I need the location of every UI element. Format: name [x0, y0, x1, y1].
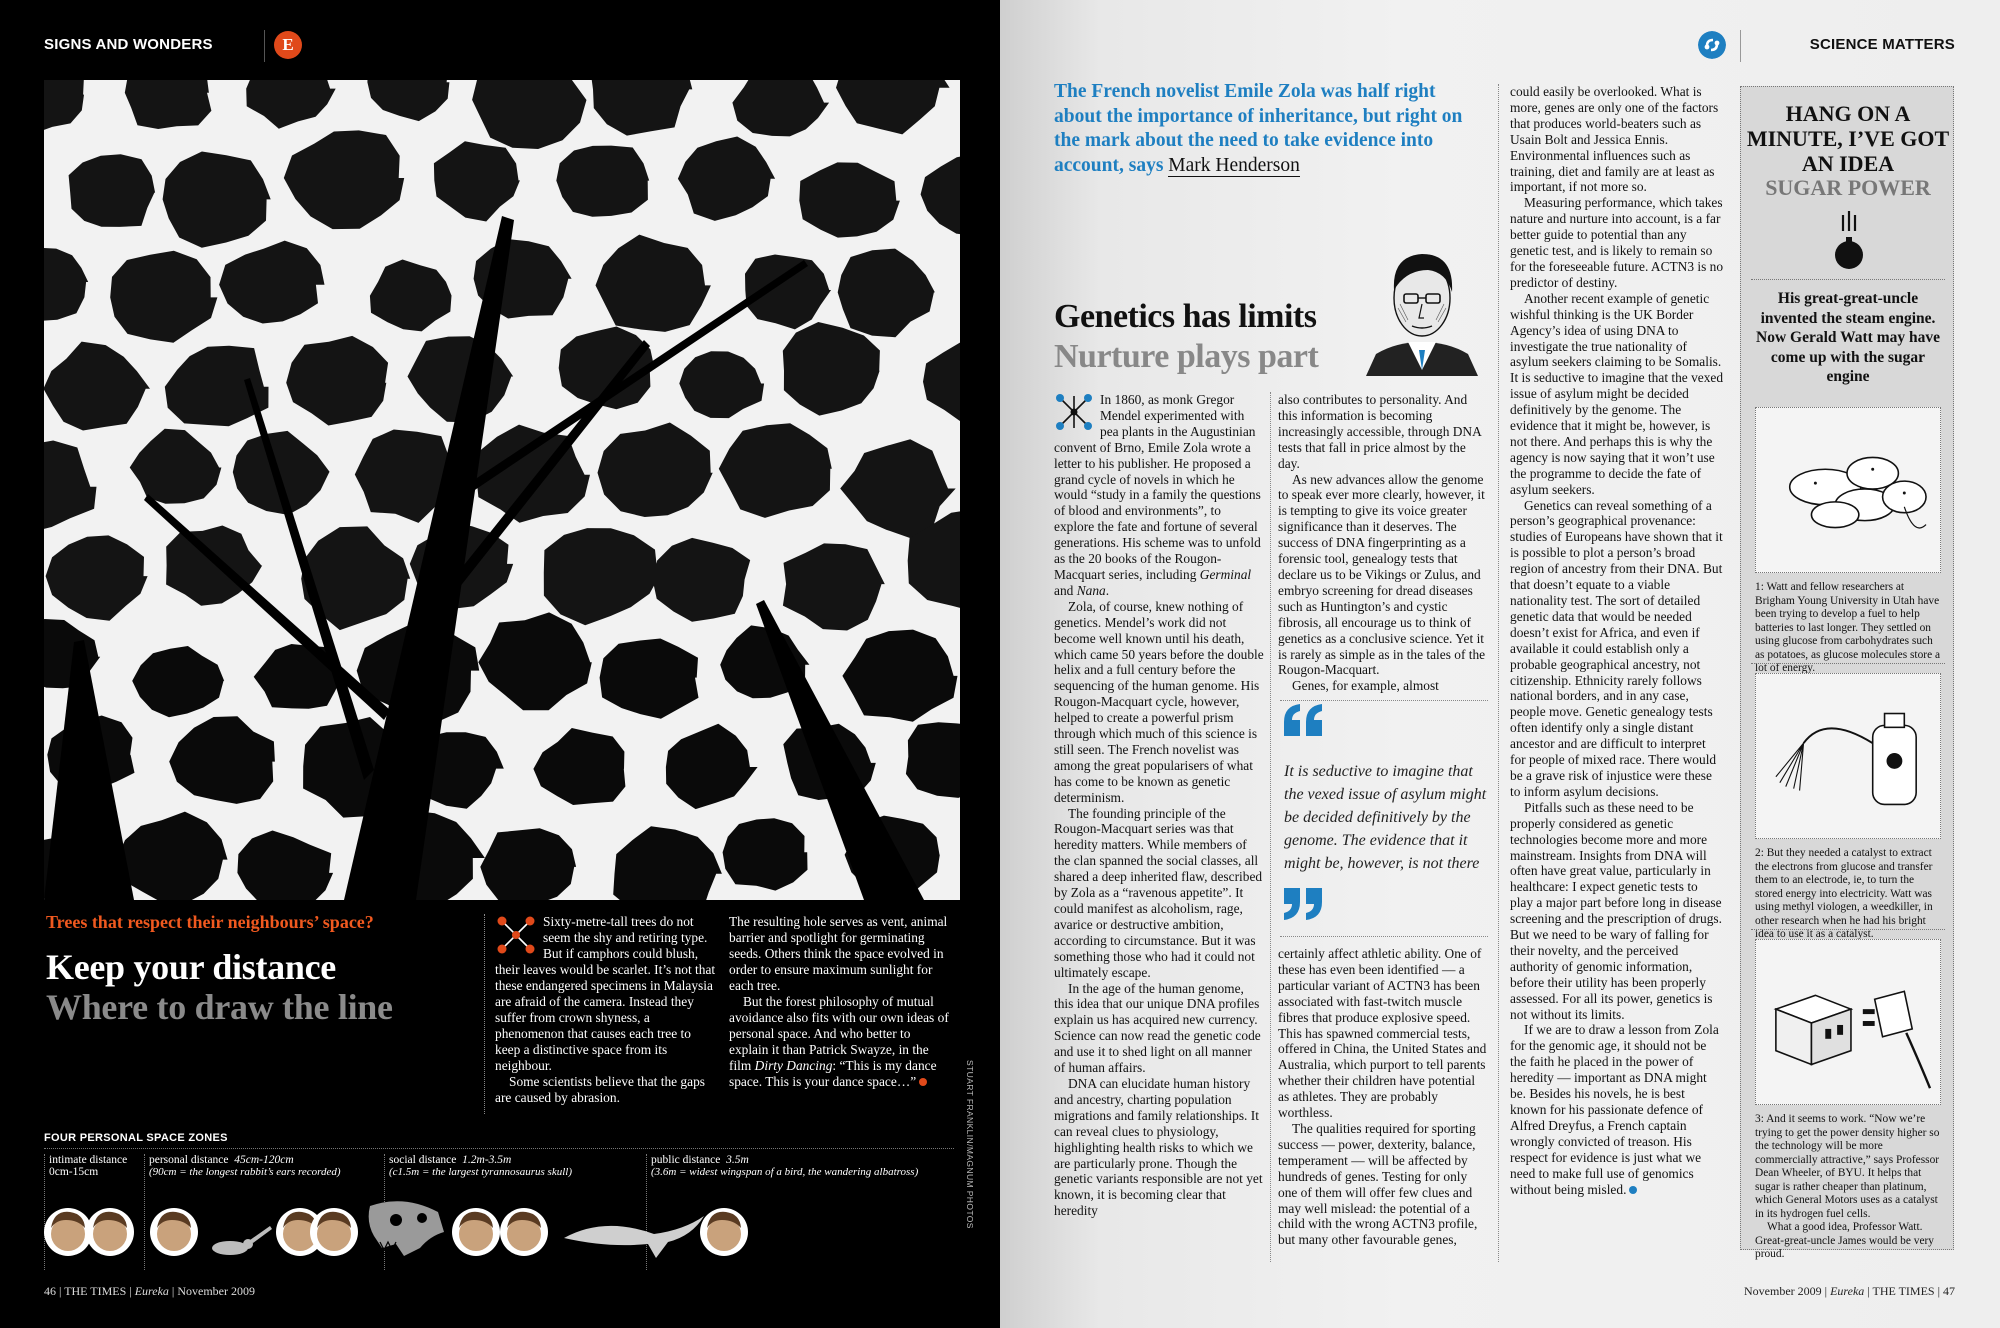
- zone-heading: [651, 1154, 956, 1166]
- paragraph: also contributes to personality. And this information is becoming increasingly accessible, through DNA tests that fall in price almost by the day.: [1278, 392, 1482, 471]
- zones-title: FOUR PERSONAL SPACE ZONES: [44, 1132, 228, 1144]
- albatross-silhouette-icon: [564, 1216, 704, 1258]
- open-quote-icon: [1282, 702, 1326, 738]
- paragraph: certainly affect athletic ability. One of these has even been identified — a particular variant of ACTN3 has been associated with fast-twitch muscle fibres that produce explosive speed. This has spawned commercial tests, offered in China, the United States and Australia, which purport to tell parents whether their children have potential as athletes. They are probably worthless.: [1278, 946, 1487, 1121]
- pullquote-rule-bottom: [1280, 936, 1488, 937]
- paragraph: Some scientists believe that the gaps are caused by abrasion.: [495, 1074, 705, 1105]
- zone-range: 1.2m-3.5m: [462, 1154, 512, 1166]
- paragraph: As new advances allow the genome to speak ever more clearly, however, it is tempting to give its voice greater significance than it deserves. The success of DNA fingerprinting as a forensic tool, genealogy tests that declare us to be Vikings or Zulus, and embryo screening for dread diseases such as Huntington’s and cystic fibrosis, all encourage us to think of genetics as a conclusive science. Yet it is rarely as simple as in the tales of the Rougon-Macquart.: [1278, 471, 1486, 678]
- zone-name: social distance: [389, 1154, 457, 1166]
- paragraph: 3: And it seems to work. “Now we’re trying to get the power density higher so the technology will be more commercially attractive,” says Professor Dean Wheeler, of BYU. It helps that sugar is rather cheaper than platinum, which General Motors uses as a catalyst in its hydrogen fuel cells.: [1755, 1113, 1940, 1220]
- paragraph: Measuring performance, which takes nature and nurture into account, is a far better guide to potential than any genetic test, and is likely to remain so for the foreseeable future. ACTN3 is no predictor of destiny.: [1510, 195, 1724, 290]
- portrait-illustration: [1366, 238, 1478, 376]
- text-run: .: [1105, 582, 1110, 598]
- paragraph: Another recent example of genetic wishful thinking is the UK Border Agency’s idea of using DNA to investigate the true nationality of asylum seekers claiming to be Somalis. It is seductive to imagine that the vexed issue of asylum might be decided definitively by the genome. The evidence that it might be, however, is not there. And perhaps this is why the agency is now saying that it won’t use the programme to decide the fate of asylum seekers.: [1510, 290, 1724, 497]
- tree-crown: [69, 154, 156, 227]
- paragraph: DNA can elucidate human history and ancestry, charting population migrations and family relationships. It can reveal clues to physiology, highlighting health risks to which we are particularly prone. Though the genetic variants responsible are not yet known, it is becoming clear that heredity: [1054, 1075, 1263, 1219]
- paper-name: THE TIMES: [64, 1284, 127, 1298]
- personal-head-left: [150, 1208, 198, 1256]
- bomb-icon: [1821, 209, 1877, 273]
- paragraph: The resulting hole serves as vent, animal barrier and spotlight for germinating seeds. Others think the space evolved in order to ensure maximum sunlight for each tree.: [729, 914, 948, 993]
- page-number: 47: [1943, 1284, 1955, 1298]
- tree-crown: [556, 146, 649, 217]
- intimate-heads: [44, 1208, 134, 1256]
- paragraph: In the age of the human genome, this idea that our unique DNA profiles explain us has acquired new currency. Science can now read the genetic code and use it to shed light on all manner of human affairs.: [1054, 980, 1261, 1076]
- photo-credit-text: STUART FRANKLIN/MAGNUM PHOTOS: [965, 1060, 975, 1229]
- photo-kicker: Trees that respect their neighbours’ space?: [46, 912, 374, 932]
- paragraph: Pitfalls such as these need to be properly considered as genetic technologies become more and more mainstream. Insights from DNA will often have great value, particularly in healthcare: I expect genetic tests to play a major part before long in disease screening and the prescription of drugs. But we need to be wary of falling for their novelty, and the perceived authority of genomic information, before their utility has been properly assessed. For all its power, genetics is not without its limits.: [1510, 799, 1722, 1022]
- headline: Genetics has limits: [1054, 298, 1317, 335]
- sidebar-caption-2: 2: But they needed a catalyst to extract the electrons from glucose and transfer them to an electrode, ie, to turn the stored energy into electricity. Watt was using methyl viologen, a weedkiller, in other research when he had his bright idea to use it as a catalyst.: [1755, 847, 1933, 940]
- tree-crown: [723, 818, 808, 890]
- zone-range: 3.5m: [726, 1154, 749, 1166]
- sugar-cube-plug-illustration: [1755, 939, 1941, 1105]
- zone-range: 0cm-15cm: [49, 1166, 99, 1178]
- tree-crown: [125, 80, 212, 129]
- text-run: : “This is my dance space. This is your dance space…”: [729, 1058, 937, 1089]
- section-label: SIGNS AND WONDERS: [44, 36, 213, 53]
- sidebar-title: HANG ON A MINUTE, I’VE GOT AN IDEA: [1746, 101, 1950, 176]
- column-rule: [1498, 84, 1499, 1262]
- article-column-3: [1510, 84, 1724, 1197]
- tyrannosaurus-skull-icon: [369, 1201, 444, 1256]
- folio-right: November 2009 | Eureka | THE TIMES | 47: [1744, 1284, 1955, 1298]
- issue-date: November 2009: [177, 1284, 255, 1298]
- social-head-left: [310, 1208, 358, 1256]
- potatoes-illustration: [1755, 407, 1941, 573]
- sidebar-subtitle: SUGAR POWER: [1765, 175, 1931, 200]
- column-rule: [1270, 392, 1271, 1262]
- zone-heading: [149, 1154, 384, 1166]
- zone-name: intimate distance: [49, 1154, 128, 1166]
- header-divider: [1740, 30, 1741, 62]
- article-column-2-continued: [1278, 946, 1488, 1248]
- rabbit-silhouette-icon: [212, 1226, 272, 1255]
- zone-name: personal distance: [149, 1154, 229, 1166]
- sidebar-rule: [1751, 279, 1945, 280]
- book-title: Nana: [1076, 582, 1106, 598]
- text-run: In 1860, as monk Gregor Mendel experimented with pea plants in the Augustinian convent of Brno, Emile Zola wrote a letter to his publisher. He proposed a grand cycle of novels in which he would “study in a family the questions of blood and environments”, to explore the fate and fortune of several generations. His scheme was to unfold as the 20 books of the Rougon-Macquart series, including: [1054, 392, 1261, 582]
- byline: Mark Henderson: [1168, 154, 1300, 176]
- public-head-right: [700, 1208, 748, 1256]
- public-head-left: [500, 1208, 548, 1256]
- end-mark: [919, 1078, 927, 1086]
- zones-illustration: [44, 1196, 954, 1266]
- zone-note: (90cm = the longest rabbit’s ears recorded): [149, 1166, 341, 1178]
- paragraph: [729, 994, 951, 1090]
- feature-text: [484, 914, 954, 1114]
- standfirst-text: The French novelist Emile Zola was half right about the importance of inheritance, but right on the mark about the need to take evidence into account, says: [1054, 81, 1463, 176]
- sidebar-rule: [1751, 663, 1945, 664]
- canopy-photo: [44, 80, 960, 900]
- weedkiller-sprayer-illustration: [1755, 673, 1941, 839]
- paragraph: Zola, of course, knew nothing of genetics. Mendel’s work did not become well known until his death, which came 50 years before the double helix and a full century before the sequencing of the human genome. His Rougon-Macquart cycle, however, helped to create a powerful prism through which much of this science is still seen. The French novelist was among the great popularisers of what has come to be known as genetic determinism.: [1054, 598, 1264, 805]
- article-column-1: [1054, 392, 1264, 1219]
- text-run: But the forest philosophy of mutual avoidance also fits with our own ideas of personal space. And who better to explain it than Patrick Swayze, in the film: [729, 994, 949, 1073]
- sidebar-caption-1: 1: Watt and fellow researchers at Brigham Young University in Utah have been trying to develop a fuel to help batteries to last longer. They settled on using glucose from carbohydrates such as potatoes, as glucose molecules store a lot of energy.: [1755, 581, 1941, 674]
- photo-credit: [963, 1060, 979, 1270]
- sidebar-caption-3: [1755, 1113, 1941, 1262]
- eureka-badge: E: [274, 31, 302, 59]
- canopy-image: [44, 80, 960, 900]
- zone-range: 45cm-120cm: [234, 1154, 294, 1166]
- feature-column-1: [495, 914, 717, 1106]
- text-run: and: [1054, 582, 1077, 598]
- social-head-right: [452, 1208, 500, 1256]
- sidebar: [1740, 86, 1954, 1260]
- paper-name: THE TIMES: [1872, 1284, 1935, 1298]
- section-label: SCIENCE MATTERS: [1809, 36, 1955, 53]
- paragraph: Genetics can reveal something of a person’s geographical provenance: studies of Europeans have shown that it is possible to plot a person’s broad region of ancestry from their DNA. But that doesn’t equate to a viable nationality test. The sort of detailed genetic data that would be needed doesn’t exist for Africa, and even if available it could establish only a probable geographical ancestry, not citizenship. Ethnicity rarely follows national borders, and in any case, people move. Genetic genealogy tests often identify only a single distant ancestor and are difficult to interpret for people of mixed race. There would be a grave risk of injustice were these to inform asylum decisions.: [1510, 497, 1723, 799]
- paragraph: Genes, for example, almost: [1292, 678, 1439, 694]
- zone-note: (3.6m = widest wingspan of a bird, the wandering albatross): [651, 1166, 919, 1178]
- paragraph: could easily be overlooked. What is more, genes are only one of the factors that produces world-beaters such as Usain Bolt and Jessica Ennis. Environmental influences such as training, diet and family are at least as important, if not more so.: [1510, 84, 1719, 195]
- feature-title: Keep your distance: [46, 947, 336, 987]
- text-run: If we are to draw a lesson from Zola for the genomic age, it should not be the faith he placed in the power of heredity — important as DNA might be. Besides his novels, he is best known for his passionate defence of Alfred Dreyfus, a French captain wrongly convicted of treason. His respect for evidence is just what we need to make full use of genomics without being misled.: [1510, 1022, 1719, 1197]
- header-divider: [264, 30, 265, 62]
- paragraph: Sixty-metre-tall trees do not seem the shy and retiring type. But if camphors could blush, their leaves would be scarlet. It’s not that these endangered specimens in Malaysia are afraid of the camera. Instead they suffer from crown shyness, a phenomenon that causes each tree to keep a distinctive space from its neighbour.: [495, 914, 716, 1073]
- feature-column-2: [729, 914, 951, 1090]
- standfirst: [1054, 80, 1474, 178]
- paragraph: The founding principle of the Rougon-Macquart series was that heredity matters. While members of the clan spanned the social classes, all shared a deep inherited flaw, described by Zola as a “ravenous appetite”. It could manifest as alcoholism, rage, avarice or destructive ambition, according to circumstance. But it was something those who had it could not ultimately escape.: [1054, 805, 1263, 980]
- zones-rule: [44, 1148, 954, 1149]
- zone-heading: [389, 1154, 646, 1166]
- science-badge-icon: [1698, 31, 1726, 59]
- folio-left: 46 | THE TIMES | Eureka | November 2009: [44, 1284, 255, 1298]
- end-mark: [1629, 1186, 1637, 1194]
- magazine-name: Eureka: [1830, 1284, 1865, 1298]
- pullquote: It is seductive to imagine that the vexed issue of asylum might be decided definitively by the genome. The evidence that it might be, however, is not there: [1284, 763, 1487, 872]
- paragraph: [1510, 1022, 1724, 1197]
- article-column-2: [1278, 392, 1488, 694]
- page-number: 46: [44, 1284, 56, 1298]
- dna-molecule-icon: [1054, 392, 1094, 432]
- paragraph: What a good idea, Professor Watt. Great-great-uncle James would be very proud.: [1755, 1221, 1935, 1260]
- paragraph: The qualities required for sporting success — power, dexterity, balance, temperament — will be affected by hundreds of genes. Testing for only one of them will offer few clues and may well mislead: the potential of a child with the wrong ACTN3 profile, but many other favourable genes,: [1278, 1120, 1478, 1248]
- book-title: Germinal: [1199, 566, 1252, 582]
- feature-subtitle: Where to draw the line: [46, 987, 393, 1027]
- headline-subtitle: Nurture plays part: [1054, 338, 1319, 375]
- film-title: Dirty Dancing: [754, 1058, 833, 1073]
- sidebar-deck: His great-great-uncle invented the steam engine. Now Gerald Watt may have come up with the sugar engine: [1756, 290, 1940, 385]
- zone-name: public distance: [651, 1154, 721, 1166]
- issue-date: November 2009: [1744, 1284, 1822, 1298]
- sidebar-rule: [1751, 929, 1945, 930]
- magazine-name: Eureka: [134, 1284, 169, 1298]
- tree-crown: [480, 828, 576, 900]
- close-quote-icon: [1282, 886, 1326, 922]
- zone-note: (c1.5m = the largest tyrannosaurus skull): [389, 1166, 572, 1178]
- pullquote-rule-top: [1280, 700, 1488, 701]
- molecule-icon: [495, 914, 537, 956]
- right-page: [1000, 0, 2000, 1328]
